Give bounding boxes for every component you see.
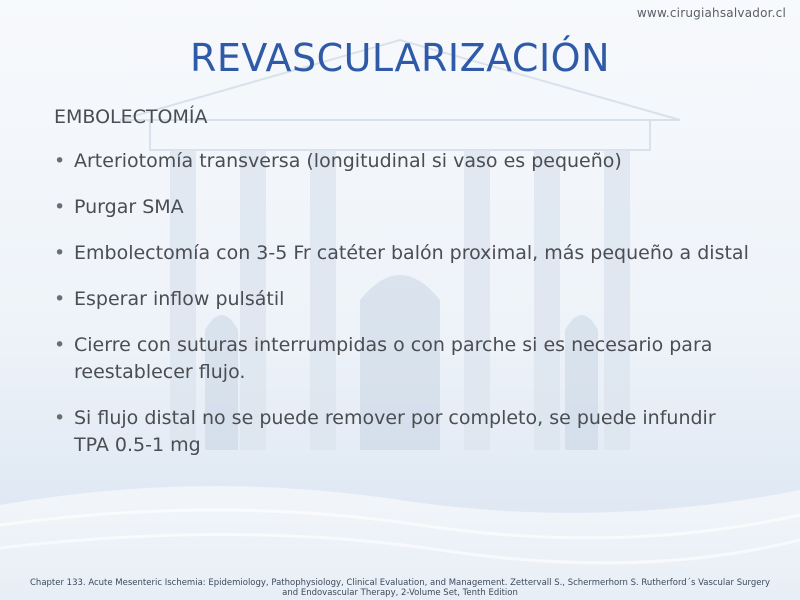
reference-citation: Chapter 133. Acute Mesenteric Ischemia: Epidemiology, Pathophysiology, Clinical Evaluation, and Management. Zettervall S., Schermerhorn S. Rutherford´s Vascular Surgery and Endovascular Therapy, 2-Volume Set, Tenth Edition xyxy=(30,578,770,598)
bullet-icon: • xyxy=(54,334,66,356)
bullet-list xyxy=(54,148,754,478)
bullet-icon: • xyxy=(54,150,66,172)
bullet-text: Esperar inflow pulsátil xyxy=(74,288,285,310)
bullet-item xyxy=(54,240,754,267)
bullet-icon: • xyxy=(54,407,66,429)
website-url: www.cirugiahsalvador.cl xyxy=(636,6,786,20)
slide-subtitle: EMBOLECTOMÍA xyxy=(54,106,208,128)
bullet-item xyxy=(54,194,754,221)
bullet-text: Si flujo distal no se puede remover por completo, se puede infundir TPA 0.5-1 mg xyxy=(74,407,716,456)
bullet-text: Arteriotomía transversa (longitudinal si vaso es pequeño) xyxy=(74,150,622,172)
bullet-text: Embolectomía con 3-5 Fr catéter balón proximal, más pequeño a distal xyxy=(74,242,749,264)
slide-title: REVASCULARIZACIÓN xyxy=(189,36,611,80)
bullet-text: Purgar SMA xyxy=(74,196,184,218)
bullet-text: Cierre con suturas interrumpidas o con parche si es necesario para reestablecer flujo. xyxy=(74,334,713,383)
bullet-item xyxy=(54,405,754,459)
bullet-icon: • xyxy=(54,196,66,218)
bullet-item xyxy=(54,286,754,313)
bullet-icon: • xyxy=(54,288,66,310)
bullet-item xyxy=(54,148,754,175)
bullet-icon: • xyxy=(54,242,66,264)
bullet-item xyxy=(54,332,754,386)
